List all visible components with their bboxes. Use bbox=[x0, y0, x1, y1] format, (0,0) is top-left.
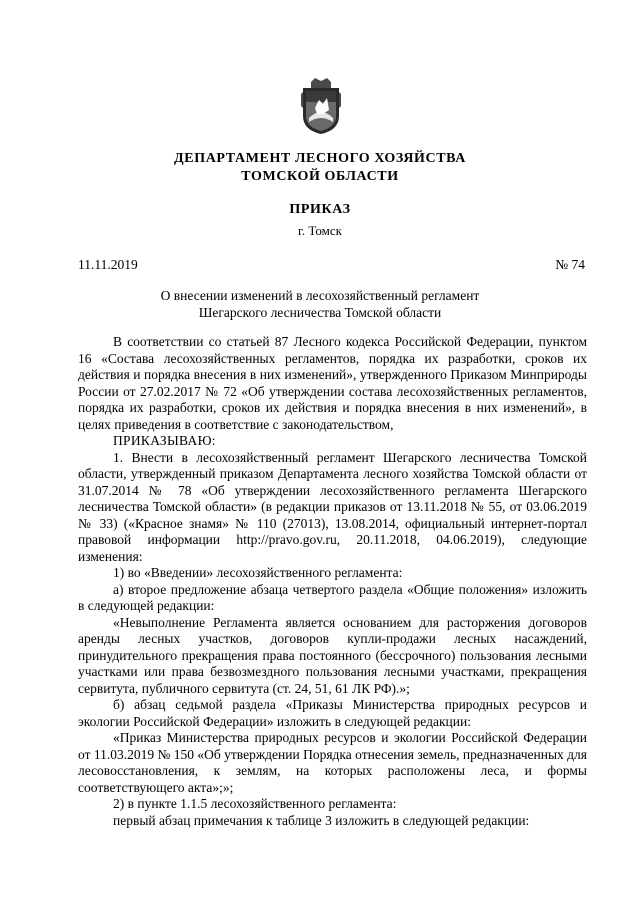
coat-of-arms-icon bbox=[299, 78, 343, 136]
order-body bbox=[78, 334, 587, 829]
quote-2-paragraph: «Приказ Министерства природных ресурсов и экологии Российской Федерации от 11.03.2019 № 150 «Об утверждении Порядка отнесения земель, предназначенных для лесовосстановления, к землям, на которых расположены леса, и формы соответствующего акта»;»; bbox=[78, 730, 587, 795]
note-paragraph: первый абзац примечания к таблице 3 изложить в следующей редакции: bbox=[113, 812, 530, 828]
preamble-paragraph: В соответствии со статьей 87 Лесного кодекса Российской Федерации, пунктом 16 «Состава лесохозяйственных регламентов, порядка их разработки, сроков их действия и порядка внесения в них изменений», утвержденного Приказом Минприроды России от 27.02.2017 № 72 «Об утверждении состава лесохозяйственных регламентов, порядка их разработки, сроков их действия и порядка внесения в них изменений», в целях приведения в соответствие с законодательством, bbox=[78, 334, 587, 432]
order-number: № 74 bbox=[555, 257, 585, 272]
document-type: ПРИКАЗ bbox=[289, 202, 351, 217]
subject-line-1: О внесении изменений в лесохозяйственный регламент bbox=[160, 288, 480, 303]
order-keyword: ПРИКАЗЫВАЮ: bbox=[113, 433, 216, 448]
subclause-2-paragraph: 2) в пункте 1.1.5 лесохозяйственного регламента: bbox=[113, 796, 397, 811]
order-subject bbox=[0, 287, 640, 321]
department-line-2: ТОМСКОЙ ОБЛАСТИ bbox=[241, 169, 399, 184]
department-heading bbox=[0, 150, 640, 186]
clause-1-paragraph: 1. Внести в лесохозяйственный регламент Шегарского лесничества Томской области, утвержденный приказом Департамента лесного хозяйства Томской области от 31.07.2014 № 78 «Об утверждении лесохозяйственного регламента Шегарского лесничества Томской области» (в редакции приказов от 13.11.2018 № 55, от 03.06.2019 № 33) («Красное знамя» № 110 (27013), 13.08.2014, официальный интернет-портал правовой информации http://pravo.gov.ru, 20.11.2018, 04.06.2019), следующие изменения: bbox=[78, 449, 587, 564]
item-a-paragraph: а) второе предложение абзаца четвертого раздела «Общие положения» изложить в следующей редакции: bbox=[78, 581, 587, 613]
city: г. Томск bbox=[298, 223, 342, 238]
order-date: 11.11.2019 bbox=[78, 257, 138, 272]
item-b-paragraph: б) абзац седьмой раздела «Приказы Министерства природных ресурсов и экологии Российской Федерации» изложить в следующей редакции: bbox=[78, 697, 587, 729]
quote-1-paragraph: «Невыполнение Регламента является основанием для расторжения договоров аренды лесных участков, договоров купли-продажи лесных насаждений, принудительного прекращения права постоянного (бессрочного) пользования лесными участками или права безвозмездного пользования лесными участками, прекращения сервитута, публичного сервитута (ст. 24, 51, 61 ЛК РФ).»; bbox=[78, 614, 587, 696]
subclause-1-paragraph: 1) во «Введении» лесохозяйственного регламента: bbox=[113, 565, 403, 580]
department-line-1: ДЕПАРТАМЕНТ ЛЕСНОГО ХОЗЯЙСТВА bbox=[174, 151, 466, 166]
subject-line-2: Шегарского лесничества Томской области bbox=[198, 305, 442, 320]
